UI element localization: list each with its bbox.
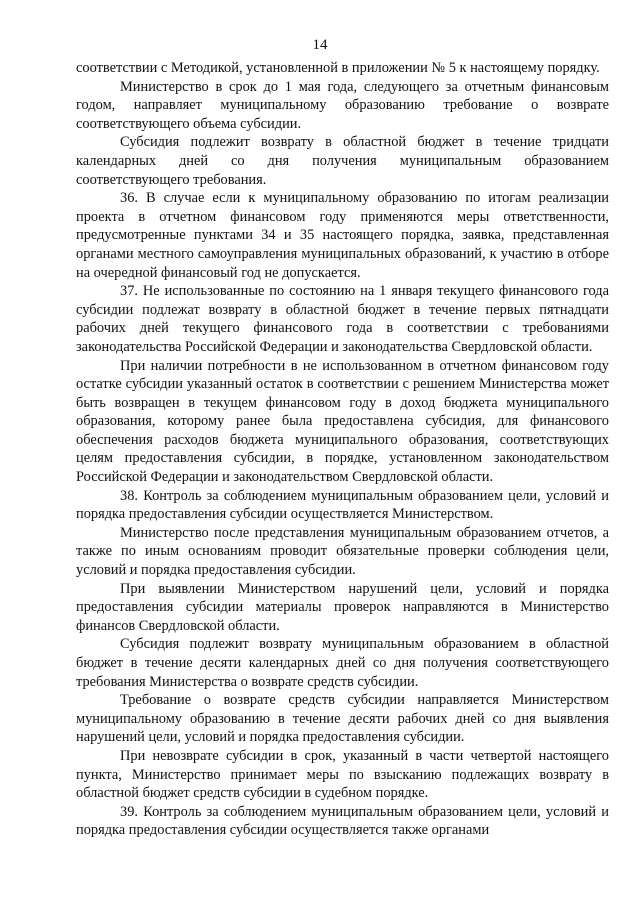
paragraph: Министерство после представления муниципальным образованием отчетов, а также по иным основаниям проводит обязательные проверки соблюдения цели, условий и порядка предоставления субсидии. <box>76 524 609 579</box>
page-number: 14 <box>312 37 328 53</box>
paragraph: Министерство в срок до 1 мая года, следующего за отчетным финансовым годом, направляет муниципальному образованию требование о возврате соответствующего объема субсидии. <box>76 78 609 132</box>
paragraph: Требование о возврате средств субсидии направляется Министерством муниципальному образованию в течение десяти рабочих дней со дня выявления нарушений цели, условий и порядка предоставления субсидии. <box>76 692 609 746</box>
paragraph-item-36: 36. В случае если к муниципальному образованию по итогам реализации проекта в отчетном финансовом году применяются меры ответственности, предусмотренные пунктами 34 и 35 настоящего порядка, заявка, представленная органами местного самоуправления муниципальных образований, к участию в отборе на очередной финансовый год не допускается. <box>76 190 609 281</box>
document-body <box>76 59 609 840</box>
paragraph: соответствии с Методикой, установленной в приложении № 5 к настоящему порядку. <box>76 60 600 76</box>
paragraph: Субсидия подлежит возврату в областной бюджет в течение тридцати календарных дней со дня получения муниципальным образованием соответствующего требования. <box>76 134 609 188</box>
paragraph: При невозврате субсидии в срок, указанный в части четвертой настоящего пункта, Министерство принимает меры по взысканию подлежащих возврату в областной бюджет средств субсидии в судебном порядке. <box>76 747 609 802</box>
paragraph-item-38: 38. Контроль за соблюдением муниципальным образованием цели, условий и порядка предоставления субсидии осуществляется Министерством. <box>76 487 609 523</box>
paragraph: Субсидия подлежит возврату муниципальным образованием в областной бюджет в течение десяти календарных дней со дня получения соответствующего требования Министерства о возврате средств субсидии. <box>76 636 609 690</box>
paragraph-item-39: 39. Контроль за соблюдением муниципальным образованием цели, условий и порядка предоставления субсидии осуществляется также органами <box>76 803 609 839</box>
paragraph: При выявлении Министерством нарушений цели, условий и порядка предоставления субсидии материалы проверок направляются в Министерство финансов Свердловской области. <box>76 580 609 634</box>
paragraph-item-37: 37. Не использованные по состоянию на 1 января текущего финансового года субсидии подлежат возврату в областной бюджет в течение первых пятнадцати рабочих дней текущего финансового года в соответствии с требованиями законодательства Российской Федерации и законодательства Свердловской области. <box>76 283 609 355</box>
paragraph: При наличии потребности в не использованном в отчетном финансовом году остатке субсидии указанный остаток в соответствии с решением Министерства может быть возвращен в текущем финансовом году в доход бюджета муниципального образования, которому ранее была предоставлена субсидия, для финансового обеспечения расходов бюджета муниципального образования, соответствующих целям предоставления субсидии, в порядке, установленном законодательством Российской Федерации и законодательством Свердловской области. <box>76 357 609 486</box>
